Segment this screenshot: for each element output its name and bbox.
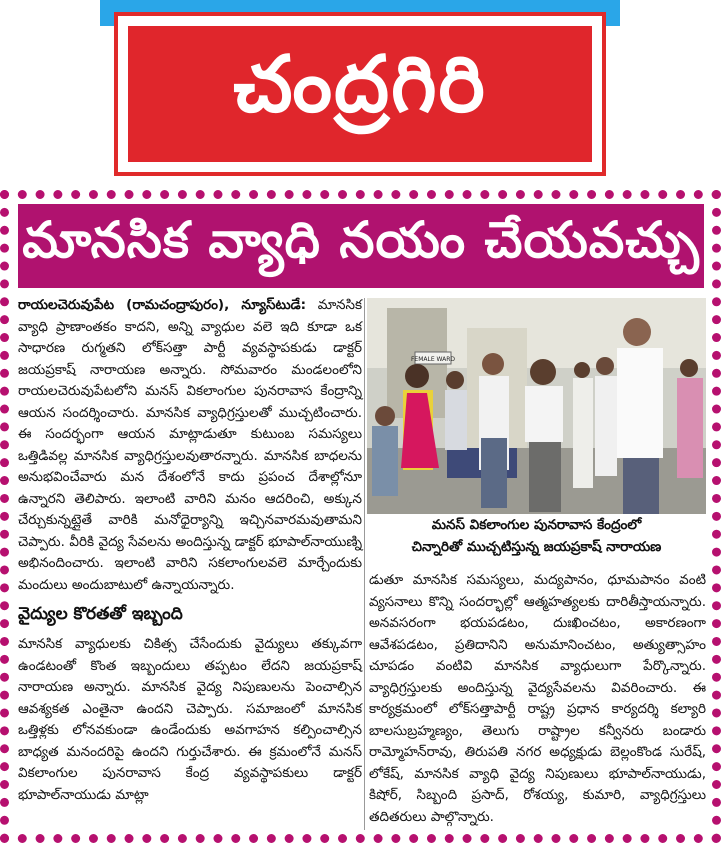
headline-banner [18, 204, 704, 288]
caption-line-2: చిన్నారితో ముచ్చటిస్తున్న జయప్రకాష్ నారాయణ [411, 539, 662, 555]
caption-line-1: మనస్ వికలాంగుల పునరావాస కేంద్రంలో [431, 517, 642, 533]
photo-caption [367, 514, 706, 566]
paragraph-1-text: మానసిక వ్యాధి ప్రాణాంతకం కాదని, అన్ని వ్యాధుల వలె ఇది కూడా ఒక సాధారణ రుగ్మతని లోక్‌సత్తా పార్టీ వ్యవస్థాపకుడు డాక్టర్ జయప్రకాష్ నారాయణ అన్నారు. సోమవారం మండలంలోని రాయలచెరువుపేటలోని మనస్ వికలాంగుల పునరావాస కేంద్రాన్ని ఆయన సందర్శించారు. మానసిక వ్యాధిగ్రస్తులతో ముచ్చటించారు. ఈ సందర్భంగా ఆయన మాట్లాడుతూ కుటుంబ సమస్యలు ఒత్తిడివల్ల మానసిక వ్యాధిగ్రస్తులవుతారన్నారు. మానసిక బాధలను అనుభవించేవారు మన దేశంలోనే కాదు ప్రపంచ దేశాల్లోనూ ఉన్నారని తెలిపారు. ఇలాంటి వారిని మనం ఆదరించి, అక్కున చేర్చుకున్నట్లైతే వారికి మనోధైర్యాన్ని ఇచ్చినవారమవుతామని చెప్పారు. వీరికి వైద్య సేవలను అందిస్తున్న డాక్టర్ భూపాల్‌నాయుణ్ని అభినందించారు. ఇలాంటి వారిని సకలాంగులవలె మార్చేందుకు మందులు అందుబాటులో ఉన్నాయన్నారు. [18, 297, 362, 593]
ward-sign-text: FEMALE WARD [410, 356, 456, 363]
article-paragraph-2: మానసిక వ్యాధులకు చికిత్స చేసేందుకు వైద్యులు తక్కువగా ఉండటంతో కొంత ఇబ్బందులు తప్పటం లేదని జయప్రకాష్ నారాయణ అన్నారు. మానసిక వైద్య నిపుణులను పెంచాల్సిన ఆవశ్యకత ఎంతైనా ఉందని చెప్పారు. సమాజంలో మానసిక ఒత్తిళ్లకు లోనవకుండా ఉండేందుకు అవగాహన కల్పించాల్సిన బాధ్యత మనందరిపై ఉందని గుర్తుచేశారు. ఈ క్రమంలోనే మనస్ వికలాంగుల పునరావాస కేంద్ర వ్యవస్థాపకులు డాక్టర్ భూపాల్‌నాయుడు మాట్లా [18, 636, 362, 803]
left-column [18, 295, 362, 806]
masthead-box [114, 12, 606, 176]
article-paragraph-1 [18, 295, 362, 596]
headline-text: మానసిక వ్యాధి నయం చేయవచ్చు [22, 210, 700, 269]
masthead-title: చంద్రగిరి [233, 39, 487, 130]
dateline: రాయలచెరువుపేట (రామచంద్రాపురం), న్యూస్‌టుడే: [18, 297, 307, 313]
article-paragraph-3: డుతూ మానసిక సమస్యలు, మద్యపానం, ధూమపానం వంటి వ్యసనాలు కొన్ని సందర్భాల్లో ఆత్మహత్యలకు దారితీస్తాయన్నారు. అనవసరంగా భయపడటం, దుఃఖించటం, అకారణంగా ఆవేశపడటం, ప్రతిదానిని అనుమానించటం, అత్యుత్సాహం చూపడం వంటివి మానసిక వ్యాధులుగా పేర్కొన్నారు. వ్యాధిగ్రస్తులకు అందిస్తున్న వైద్యసేవలను వివరించారు. ఈ కార్యక్రమంలో లోక్‌సత్తాపార్టీ రాష్ట్ర ప్రధాన కార్యదర్శి కల్యారి బాలసుబ్రహ్మణ్యం, తెలుగు రాష్ట్రాల కన్వీనరు బండారు రామ్మోహన్‌రావు, తిరుపతి నగర అధ్యక్షుడు బెల్లంకొండ సురేష్, లోకేష్, మానసిక వ్యాధి వైద్య నిపుణులు భూపాల్‌నాయుడు, కిషోర్, సిబ్బంది ప్రసాద్, రోశయ్య, కుమారి, వ్యాధిగ్రస్తులు తదితరులు పాల్గొన్నారు. [369, 572, 706, 825]
news-photo [367, 298, 706, 514]
photo-illustration [367, 298, 706, 514]
subheading: వైద్యుల కొరతతో ఇబ్బంది [18, 604, 183, 624]
masthead-banner [128, 26, 592, 162]
right-column [369, 570, 706, 828]
column-divider [364, 298, 365, 830]
